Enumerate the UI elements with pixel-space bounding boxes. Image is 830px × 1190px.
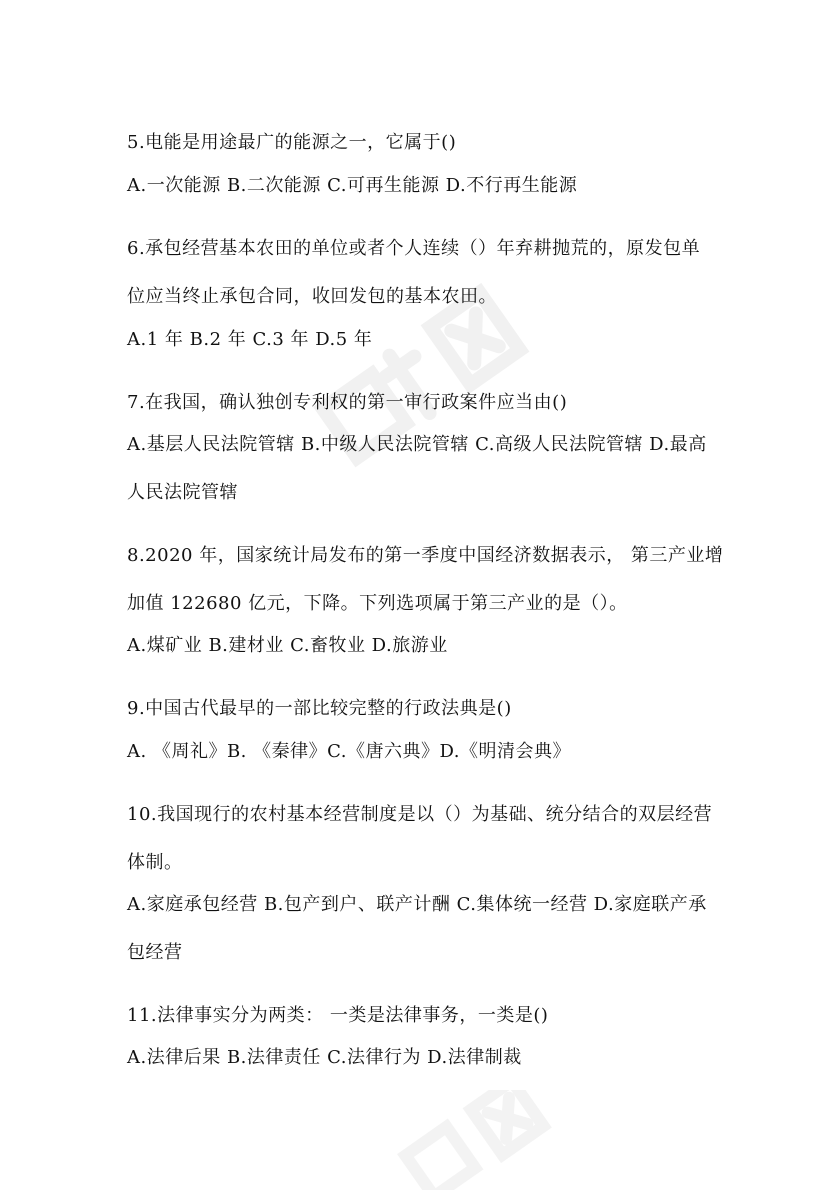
question-11-stem-line-1: 11.法律事实分为两类： 一类是法律事务，一类是() xyxy=(127,1005,549,1026)
question-11-options-line-1: A.法律后果 B.法律责任 C.法律行为 D.法律制裁 xyxy=(127,1047,522,1068)
question-5-options-line-1: A.一次能源 B.二次能源 C.可再生能源 D.不行再生能源 xyxy=(127,175,578,196)
question-8-stem-line-1: 8.2020 年，国家统计局发布的第一季度中国经济数据表示， 第三产业增 xyxy=(127,545,724,566)
question-7-stem-line-1: 7.在我国，确认独创专利权的第一审行政案件应当由() xyxy=(127,392,568,413)
watermark-stamp-bottom xyxy=(350,1090,610,1190)
question-7-options-line-1: A.基层人民法院管辖 B.中级人民法院管辖 C.高级人民法院管辖 D.最高 xyxy=(127,434,707,455)
question-6-options-line-1: A.1 年 B.2 年 C.3 年 D.5 年 xyxy=(127,329,373,350)
question-10-options-line-1: A.家庭承包经营 B.包产到户、联产计酬 C.集体统一经营 D.家庭联产承 xyxy=(127,894,707,915)
question-10-options-line-2: 包经营 xyxy=(127,942,183,963)
question-9-options-line-1: A. 《周礼》B. 《秦律》C.《唐六典》D.《明清会典》 xyxy=(127,741,571,762)
question-7-options-line-2: 人民法院管辖 xyxy=(127,482,238,503)
question-6-stem-line-1: 6.承包经营基本农田的单位或者个人连续（）年弃耕抛荒的，原发包单 xyxy=(127,238,701,259)
question-8-stem-line-2: 加值 122680 亿元，下降。下列选项属于第三产业的是（）。 xyxy=(127,593,628,614)
question-10-stem-line-2: 体制。 xyxy=(127,852,183,873)
question-5-stem-line-1: 5.电能是用途最广的能源之一，它属于() xyxy=(127,132,457,153)
question-10-stem-line-1: 10.我国现行的农村基本经营制度是以（）为基础、统分结合的双层经营 xyxy=(127,804,713,825)
question-9-stem-line-1: 9.中国古代最早的一部比较完整的行政法典是() xyxy=(127,698,512,719)
question-6-stem-line-2: 位应当终止承包合同，收回发包的基本农田。 xyxy=(127,286,497,307)
question-8-options-line-1: A.煤矿业 B.建材业 C.畜牧业 D.旅游业 xyxy=(127,635,448,656)
